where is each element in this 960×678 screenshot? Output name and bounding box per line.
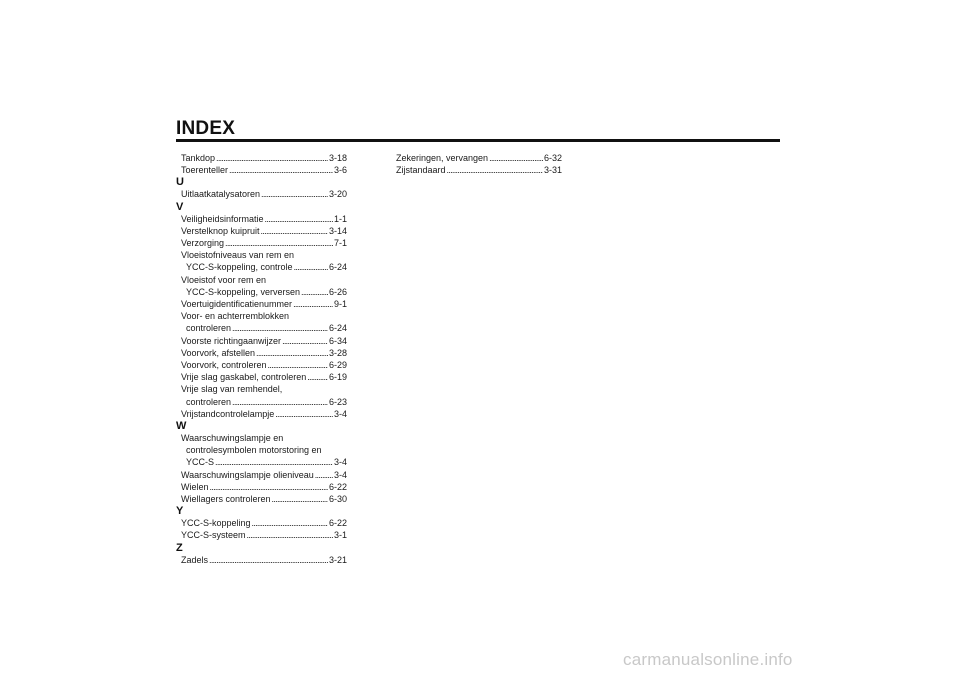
index-entry-text: Toerenteller (181, 165, 229, 176)
index-entry-text: YCC-S-koppeling (181, 518, 251, 529)
index-entry[interactable] (176, 152, 347, 164)
index-entry[interactable] (176, 213, 347, 225)
index-entry[interactable] (176, 335, 347, 347)
index-entry[interactable] (176, 554, 347, 566)
index-column-left (176, 152, 347, 566)
index-entry[interactable] (176, 237, 347, 249)
index-letter: Z (176, 541, 183, 554)
dot-leader (265, 213, 333, 225)
index-entry-page: 6-23 (328, 396, 347, 407)
dot-leader (252, 517, 328, 529)
index-letter: V (176, 200, 184, 213)
index-entry-text: Verstelknop kuipruit (181, 225, 260, 236)
index-entry-page: 6-22 (328, 518, 347, 529)
index-entry-line: controlesymbolen motorstoring en (186, 445, 322, 456)
index-entry[interactable] (176, 481, 347, 493)
dot-leader (268, 359, 328, 371)
title-rule (176, 139, 780, 142)
index-entry-page: 6-24 (328, 323, 347, 334)
index-entry-page: 3-4 (333, 469, 347, 480)
index-entry-page: 6-26 (328, 286, 347, 297)
index-entry[interactable] (176, 261, 347, 273)
index-entry-page: 6-32 (543, 153, 562, 163)
index-entry-text: YCC-S (186, 457, 215, 468)
index-entry-text: Tankdop (181, 153, 216, 163)
dot-leader (210, 481, 328, 493)
index-entry-page: 6-29 (328, 360, 347, 371)
index-entry-line: Vloeistofniveaus van rem en (181, 250, 295, 261)
index-entry[interactable] (176, 164, 347, 176)
page-title: INDEX (176, 118, 236, 139)
index-entry-text: Zekeringen, vervangen (396, 153, 489, 163)
dot-leader (489, 152, 543, 164)
index-entry-page: 3-18 (328, 153, 347, 163)
index-entry[interactable] (176, 347, 347, 359)
index-entry-page: 6-34 (328, 335, 347, 346)
index-entry-text: Zadels (181, 554, 209, 565)
index-entry-text: Voorvork, afstellen (181, 347, 256, 358)
index-entry-text: YCC-S-systeem (181, 530, 246, 541)
index-entry-line: Vloeistof voor rem en (181, 274, 267, 285)
index-entry[interactable] (176, 286, 347, 298)
index-entry-page: 6-22 (328, 481, 347, 492)
index-entry[interactable] (391, 152, 562, 164)
index-entry-page: 3-4 (333, 408, 347, 419)
index-entry[interactable] (176, 188, 347, 200)
dot-leader (301, 286, 328, 298)
index-letter: Y (176, 505, 184, 518)
index-entry-text: Voertuigidentificatienummer (181, 299, 293, 310)
index-entry-page: 3-4 (333, 457, 347, 468)
index-entry[interactable] (176, 456, 347, 468)
dot-leader (315, 469, 333, 481)
index-entry-text: Wielen (181, 481, 209, 492)
index-entry[interactable] (176, 469, 347, 481)
index-entry-page: 3-31 (543, 165, 562, 176)
index-entry-text: Voorvork, controleren (181, 360, 267, 371)
dot-leader (232, 322, 328, 334)
index-entry-text: Verzorging (181, 238, 225, 249)
index-entry-page: 3-28 (328, 347, 347, 358)
index-entry-text: controleren (186, 323, 232, 334)
index-entry-line: Waarschuwingslampje en (181, 433, 284, 444)
dot-leader (247, 529, 333, 541)
index-entry-page: 7-1 (333, 238, 347, 249)
index-entry-page: 3-1 (333, 530, 347, 541)
index-entry-text: controleren (186, 396, 232, 407)
dot-leader (209, 554, 328, 566)
index-entry[interactable] (176, 517, 347, 529)
index-entry-text: Waarschuwingslampje olieniveau (181, 469, 314, 480)
dot-leader (215, 456, 333, 468)
index-entry[interactable] (176, 322, 347, 334)
index-entry[interactable] (176, 529, 347, 541)
index-entry[interactable] (176, 298, 347, 310)
index-entry-page: 6-19 (328, 372, 347, 383)
index-entry-page: 3-20 (328, 189, 347, 200)
index-entry[interactable] (176, 396, 347, 408)
dot-leader (272, 493, 328, 505)
index-entry[interactable] (176, 225, 347, 237)
dot-leader (293, 298, 333, 310)
index-column-right (391, 152, 562, 176)
index-entry-page: 1-1 (333, 213, 347, 224)
dot-leader (261, 188, 328, 200)
index-entry-text: Zijstandaard (396, 165, 446, 176)
index-entry-text: YCC-S-koppeling, controle (186, 262, 293, 273)
dot-leader (447, 164, 543, 176)
dot-leader (294, 261, 328, 273)
index-entry-page: 3-6 (333, 165, 347, 176)
dot-leader (256, 347, 328, 359)
index-entry-page: 9-1 (333, 299, 347, 310)
index-letter: W (176, 420, 187, 433)
index-entry-text: Uitlaatkatalysatoren (181, 189, 261, 200)
index-entry-text: Wiellagers controleren (181, 494, 271, 505)
dot-leader (229, 164, 333, 176)
index-entry-text: Veiligheidsinformatie (181, 213, 264, 224)
index-entry-text: Voorste richtingaanwijzer (181, 335, 282, 346)
index-entry-page: 6-30 (328, 494, 347, 505)
watermark-logo: carmanualsonline.info (623, 650, 793, 669)
index-entry-text: YCC-S-koppeling, verversen (186, 286, 301, 297)
dot-leader (216, 152, 328, 164)
index-entry[interactable] (176, 359, 347, 371)
dot-leader (282, 335, 328, 347)
index-entry-line: Vrije slag van remhendel, (181, 384, 283, 395)
index-entry-page: 3-21 (328, 554, 347, 565)
index-entry[interactable] (176, 493, 347, 505)
index-entry-page: 3-14 (328, 225, 347, 236)
index-entry-text: Vrijstandcontrolelampje (181, 408, 275, 419)
index-entry-text: Vrije slag gaskabel, controleren (181, 372, 307, 383)
index-entry-line: Voor- en achterremblokken (181, 311, 290, 322)
dot-leader (261, 225, 328, 237)
index-entry[interactable] (176, 408, 347, 420)
index-letter: U (176, 176, 184, 189)
dot-leader (307, 371, 328, 383)
index-entry[interactable] (176, 371, 347, 383)
dot-leader (232, 396, 328, 408)
index-entry-page: 6-24 (328, 262, 347, 273)
dot-leader (275, 408, 333, 420)
index-entry[interactable] (391, 164, 562, 176)
dot-leader (225, 237, 333, 249)
